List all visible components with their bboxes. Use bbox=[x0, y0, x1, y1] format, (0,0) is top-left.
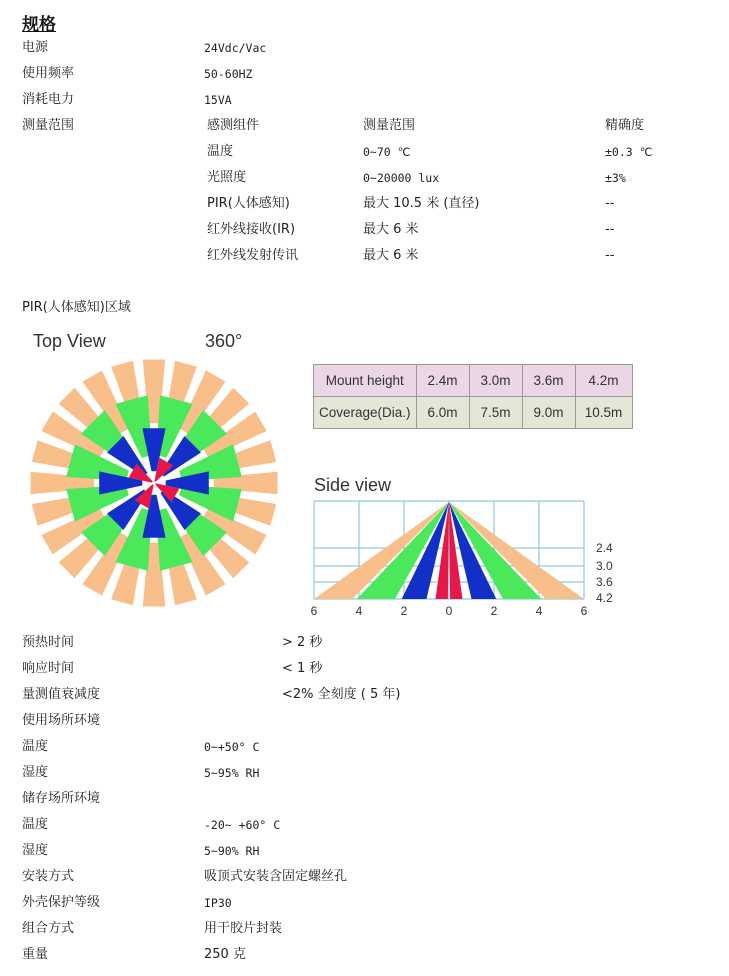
measure-header-component: 感测组件 bbox=[207, 118, 260, 133]
spec-row bbox=[22, 866, 702, 888]
measure-range: 最大 6 米 bbox=[363, 248, 419, 263]
mount-height-cell: 3.0m bbox=[469, 365, 522, 397]
spec-label: 储存场所环境 bbox=[22, 791, 101, 806]
spec-row bbox=[22, 788, 702, 810]
x-tick-label: 4 bbox=[355, 604, 363, 618]
measure-range: 0~20000 lux bbox=[363, 171, 440, 185]
y-tick-label: 3.6 bbox=[596, 575, 613, 589]
spec-label: 消耗电力 bbox=[22, 92, 75, 107]
x-tick-label: 0 bbox=[445, 604, 453, 618]
measure-row bbox=[0, 245, 729, 267]
measure-accuracy: ±0.3 ℃ bbox=[605, 145, 653, 159]
measure-row bbox=[0, 193, 729, 215]
spec-label: 使用频率 bbox=[22, 66, 75, 81]
x-tick-label: 2 bbox=[400, 604, 408, 618]
spec-row bbox=[22, 944, 702, 966]
spec-value: < 1 秒 bbox=[282, 661, 323, 676]
measure-range: 最大 6 米 bbox=[363, 222, 419, 237]
spec-row bbox=[22, 840, 702, 862]
spec-label: 响应时间 bbox=[22, 661, 75, 676]
measure-label: 测量范围 bbox=[22, 118, 75, 133]
spec-heading: 规格 bbox=[22, 15, 56, 35]
measure-accuracy: -- bbox=[605, 222, 615, 237]
spec-value: 50-60HZ bbox=[204, 67, 253, 81]
mount-height-cell: 4.2m bbox=[575, 365, 632, 397]
spec-row bbox=[22, 684, 702, 706]
spec-value: 用干胶片封装 bbox=[204, 921, 283, 936]
spec-label: 安装方式 bbox=[22, 869, 75, 884]
mount-height-row bbox=[314, 365, 633, 397]
measure-component: 温度 bbox=[207, 144, 234, 159]
measure-accuracy: ±3% bbox=[605, 171, 626, 185]
spec-value: 0~+50° C bbox=[204, 740, 260, 754]
spec-row bbox=[22, 658, 702, 680]
spec-label: 量测值衰减度 bbox=[22, 687, 101, 702]
x-tick-label: 2 bbox=[490, 604, 498, 618]
y-tick-label: 4.2 bbox=[596, 591, 613, 605]
spec-label: 使用场所环境 bbox=[22, 713, 101, 728]
coverage-cell: 10.5m bbox=[575, 397, 632, 429]
x-tick-label: 4 bbox=[535, 604, 543, 618]
measure-component: PIR(人体感知) bbox=[207, 196, 290, 211]
measure-accuracy: -- bbox=[605, 248, 615, 263]
spec-row bbox=[22, 918, 702, 940]
spec-value: 24Vdc/Vac bbox=[204, 41, 267, 55]
spec-label: 预热时间 bbox=[22, 635, 75, 650]
side-view-label: Side view bbox=[314, 475, 392, 495]
spec-value: 吸顶式安装含固定螺丝孔 bbox=[204, 869, 348, 884]
spec-label: 电源 bbox=[22, 40, 49, 55]
measure-row bbox=[0, 219, 729, 241]
mount-height-cell: 3.6m bbox=[522, 365, 575, 397]
y-tick-label: 3.0 bbox=[596, 559, 613, 573]
measure-header-row bbox=[0, 115, 729, 137]
x-tick-label: 6 bbox=[310, 604, 318, 618]
spec-label: 湿度 bbox=[22, 765, 49, 780]
coverage-cell: 7.5m bbox=[469, 397, 522, 429]
measure-header-range: 测量范围 bbox=[363, 118, 416, 133]
spec-row-frequency bbox=[22, 63, 702, 85]
y-tick-label: 2.4 bbox=[596, 541, 613, 555]
spec-value: -20~ +60° C bbox=[204, 818, 281, 832]
pir-section-title: PIR(人体感知)区域 bbox=[22, 300, 131, 315]
mount-height-cell: 2.4m bbox=[416, 365, 469, 397]
coverage-label: Coverage(Dia.) bbox=[314, 397, 417, 429]
top-view-angle: 360° bbox=[205, 331, 243, 351]
spec-row bbox=[22, 762, 702, 784]
spec-row bbox=[22, 814, 702, 836]
measure-component: 红外线接收(IR) bbox=[207, 222, 296, 237]
spec-value: <2% 全刻度 ( 5 年) bbox=[282, 687, 401, 702]
spec-value: > 2 秒 bbox=[282, 635, 323, 650]
spec-label: 外壳保护等级 bbox=[22, 895, 101, 910]
top-view-label: Top View bbox=[33, 331, 106, 351]
measure-row bbox=[0, 141, 729, 163]
spec-label: 温度 bbox=[22, 739, 49, 754]
spec-label: 湿度 bbox=[22, 843, 49, 858]
coverage-row bbox=[314, 397, 633, 429]
measure-component: 光照度 bbox=[207, 170, 247, 185]
spec-label: 温度 bbox=[22, 817, 49, 832]
spec-row-consumption bbox=[22, 89, 702, 111]
spec-row bbox=[22, 710, 702, 732]
measure-accuracy: -- bbox=[605, 196, 615, 211]
x-tick-label: 6 bbox=[580, 604, 588, 618]
measure-component: 红外线发射传讯 bbox=[207, 248, 299, 263]
spec-row bbox=[22, 632, 702, 654]
spec-value: 5~90% RH bbox=[204, 844, 260, 858]
measure-row bbox=[0, 167, 729, 189]
coverage-cell: 9.0m bbox=[522, 397, 575, 429]
measure-range: 0~70 ℃ bbox=[363, 145, 411, 159]
spec-label: 组合方式 bbox=[22, 921, 75, 936]
spec-value: 250 克 bbox=[204, 947, 246, 962]
spec-row bbox=[22, 892, 702, 914]
spec-value: 5~95% RH bbox=[204, 766, 260, 780]
coverage-table bbox=[313, 364, 633, 429]
spec-row bbox=[22, 736, 702, 758]
side-view-diagram bbox=[300, 495, 630, 620]
spec-label: 重量 bbox=[22, 947, 49, 962]
top-view-diagram bbox=[28, 358, 280, 608]
mount-height-label: Mount height bbox=[314, 365, 417, 397]
spec-row-power bbox=[22, 37, 702, 59]
measure-header-accuracy: 精确度 bbox=[605, 118, 645, 133]
measure-range: 最大 10.5 米 (直径) bbox=[363, 196, 480, 211]
spec-value: 15VA bbox=[204, 93, 232, 107]
coverage-cell: 6.0m bbox=[416, 397, 469, 429]
spec-value: IP30 bbox=[204, 896, 232, 910]
